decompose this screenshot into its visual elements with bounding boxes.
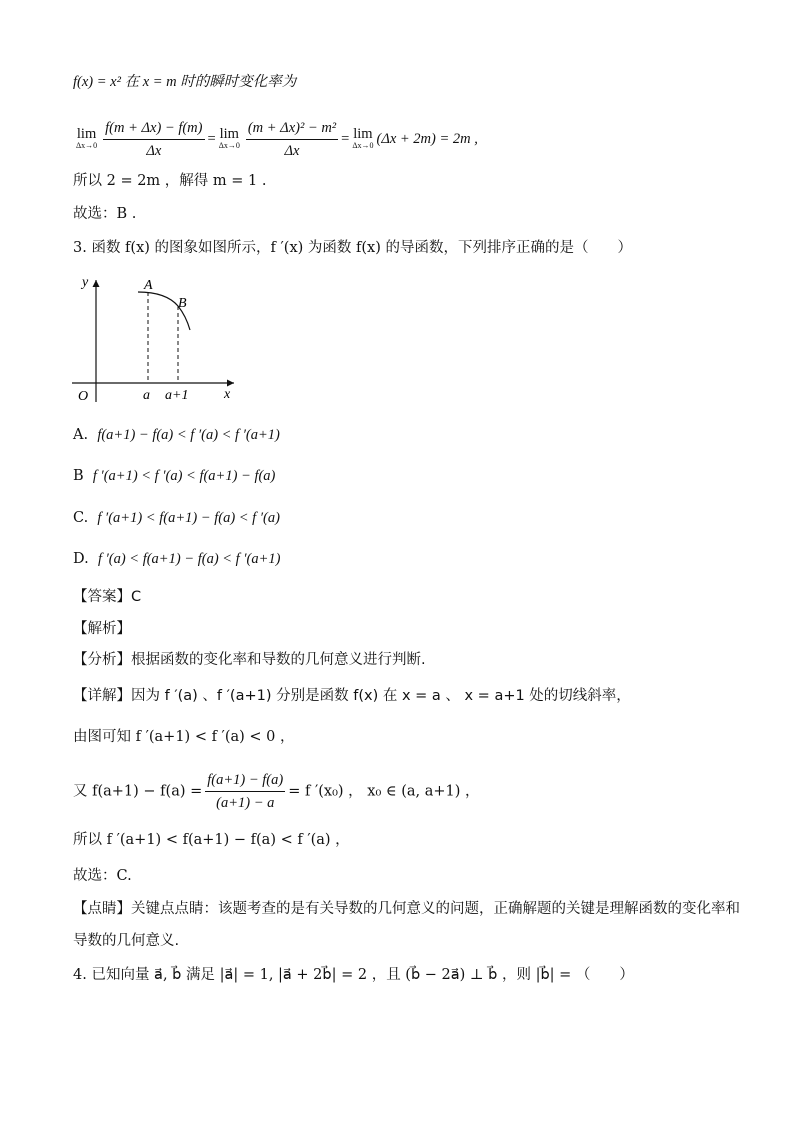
- choice-line-2: 故选：C.: [73, 868, 132, 884]
- function-graph: [66, 270, 246, 406]
- option-c: C. f ′(a+1) < f(a+1) − f(a) < f ′(a): [73, 510, 280, 526]
- line-derivative-def: f(x) = x² 在 x = m 时的瞬时变化率为: [73, 74, 297, 90]
- origin-label: O: [78, 389, 89, 404]
- dianjing-line-2: 导数的几何意义.: [73, 933, 180, 949]
- answer-line: 【答案】C: [73, 589, 142, 605]
- fraction-1: $\frac{f(m + \Delta x) - f(m)}{\Delta x}$: [105, 120, 203, 159]
- limit-derivation: lim Δx→0 $\frac{f(m + \Delta x) - f(m)}{\Delta x}$ = lim Δx→0 $\frac{\text{(m + Δx)² − m²}}{\Delta x}$ = lim Δx→0 (Δx + 2m) = 2m ,: [76, 120, 478, 159]
- fraction-2: $\frac{\text{(m + Δx)² − m²}}{\Delta x}$: [247, 120, 337, 159]
- dianjing-line-1: 【点睛】关键点点睛：该题考查的是有关导数的几何意义的问题，正确解题的关键是理解函数的变化率和: [73, 901, 740, 917]
- fenxi-line: 【分析】根据函数的变化率和导数的几何意义进行判断.: [73, 652, 426, 668]
- question-4-stem: 4. 已知向量 a⃗, b⃗ 满足 |a⃗| = 1, |a⃗ + 2b⃗| = 2 ，且 (b⃗ − 2a⃗) ⊥ b⃗ ，则 |b⃗| = （ ）: [73, 967, 634, 983]
- option-d: D. f ′(a) < f(a+1) − f(a) < f ′(a+1): [73, 551, 281, 567]
- tick-a: a: [143, 388, 150, 403]
- xiangjie-line: 【详解】因为 f ′(a) 、f ′(a+1) 分别是函数 f(x) 在 x = a 、 x = a+1 处的切线斜率，: [73, 688, 631, 704]
- option-a: A. f(a+1) − f(a) < f ′(a) < f ′(a+1): [73, 427, 280, 443]
- mvt-line: 又 f(a+1) − f(a) = $\frac{f(a+1) - f(a)}{(a+1) - a}$ = f ′(x₀) ， x₀ ∈ (a, a+1) ，: [73, 772, 480, 811]
- point-a-label: A: [144, 278, 153, 293]
- tick-a1: a+1: [165, 388, 189, 403]
- from-graph-line: 由图可知 f ′(a+1) < f ′(a) < 0 ，: [73, 729, 295, 745]
- choice-line-1: 故选：B .: [73, 206, 137, 222]
- option-b: B f ′(a+1) < f ′(a) < f(a+1) − f(a): [73, 468, 276, 484]
- so-line: 所以 f ′(a+1) < f(a+1) − f(a) < f ′(a) ，: [73, 832, 350, 848]
- limit-symbol: lim Δx→0: [76, 125, 98, 150]
- x-label: x: [224, 387, 231, 402]
- question-3-stem: 3. 函数 f(x) 的图象如图所示，f ′(x) 为函数 f(x) 的导函数，下列排序正确的是（ ）: [73, 240, 632, 256]
- limit-symbol-3: lim Δx→0: [352, 125, 374, 150]
- point-b-label: B: [178, 296, 187, 311]
- mvt-fraction: $\frac{f(a+1) - f(a)}{(a+1) - a}$: [207, 772, 284, 811]
- limit-symbol-2: lim Δx→0: [218, 125, 240, 150]
- y-label: y: [82, 275, 89, 290]
- analysis-tag: 【解析】: [73, 621, 131, 637]
- solution-line: 所以 2 = 2m ，解得 m = 1 .: [73, 173, 267, 189]
